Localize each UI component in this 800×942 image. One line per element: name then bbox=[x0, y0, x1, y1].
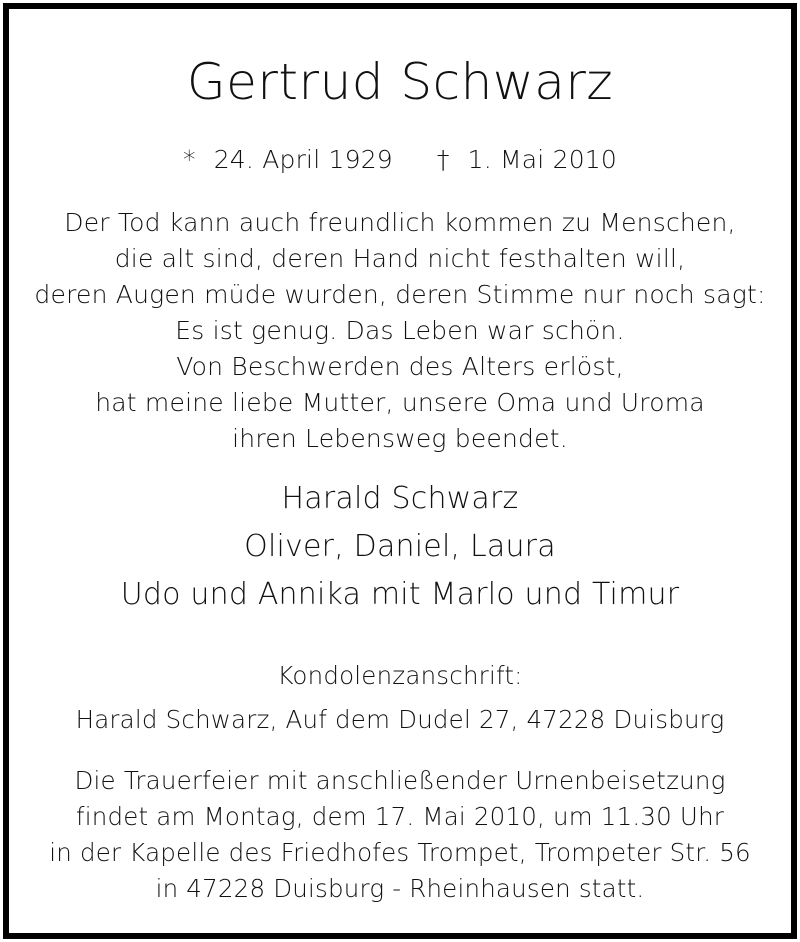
funeral-line: Die Trauerfeier mit anschließender Urnenbeisetzung bbox=[74, 766, 726, 795]
family-line: Udo und Annika mit Marlo und Timur bbox=[120, 577, 680, 612]
deceased-name: Gertrud Schwarz bbox=[186, 53, 614, 111]
condolence-address: Harald Schwarz, Auf dem Dudel 27, 47228 Duisburg bbox=[75, 705, 725, 734]
family-line: Harald Schwarz bbox=[281, 481, 519, 516]
condolence-label: Kondolenzanschrift: bbox=[277, 661, 523, 690]
death-date: 1. Mai 2010 bbox=[467, 145, 618, 174]
birth-date: 24. April 1929 bbox=[213, 145, 393, 174]
obituary-frame bbox=[3, 3, 797, 939]
life-dates bbox=[9, 142, 791, 178]
poem-line: die alt sind, deren Hand nicht festhalten will, bbox=[114, 244, 686, 273]
poem-line: hat meine liebe Mutter, unsere Oma und Uroma bbox=[95, 388, 705, 417]
poem-line: Es ist genug. Das Leben war schön. bbox=[175, 316, 625, 345]
poem-line: Von Beschwerden des Alters erlöst, bbox=[176, 352, 624, 381]
poem-line: ihren Lebensweg beendet. bbox=[232, 424, 568, 453]
funeral-line: in 47228 Duisburg - Rheinhausen statt. bbox=[155, 874, 645, 903]
family-line: Oliver, Daniel, Laura bbox=[244, 529, 556, 564]
funeral-line: findet am Montag, dem 17. Mai 2010, um 11.30 Uhr bbox=[75, 802, 725, 831]
funeral-line: in der Kapelle des Friedhofes Trompet, Trompeter Str. 56 bbox=[49, 838, 751, 867]
poem-line: deren Augen müde wurden, deren Stimme nur noch sagt: bbox=[34, 280, 766, 309]
poem-line: Der Tod kann auch freundlich kommen zu Menschen, bbox=[64, 208, 736, 237]
birth-star-icon: * bbox=[182, 145, 196, 174]
death-cross-icon: † bbox=[436, 145, 450, 174]
